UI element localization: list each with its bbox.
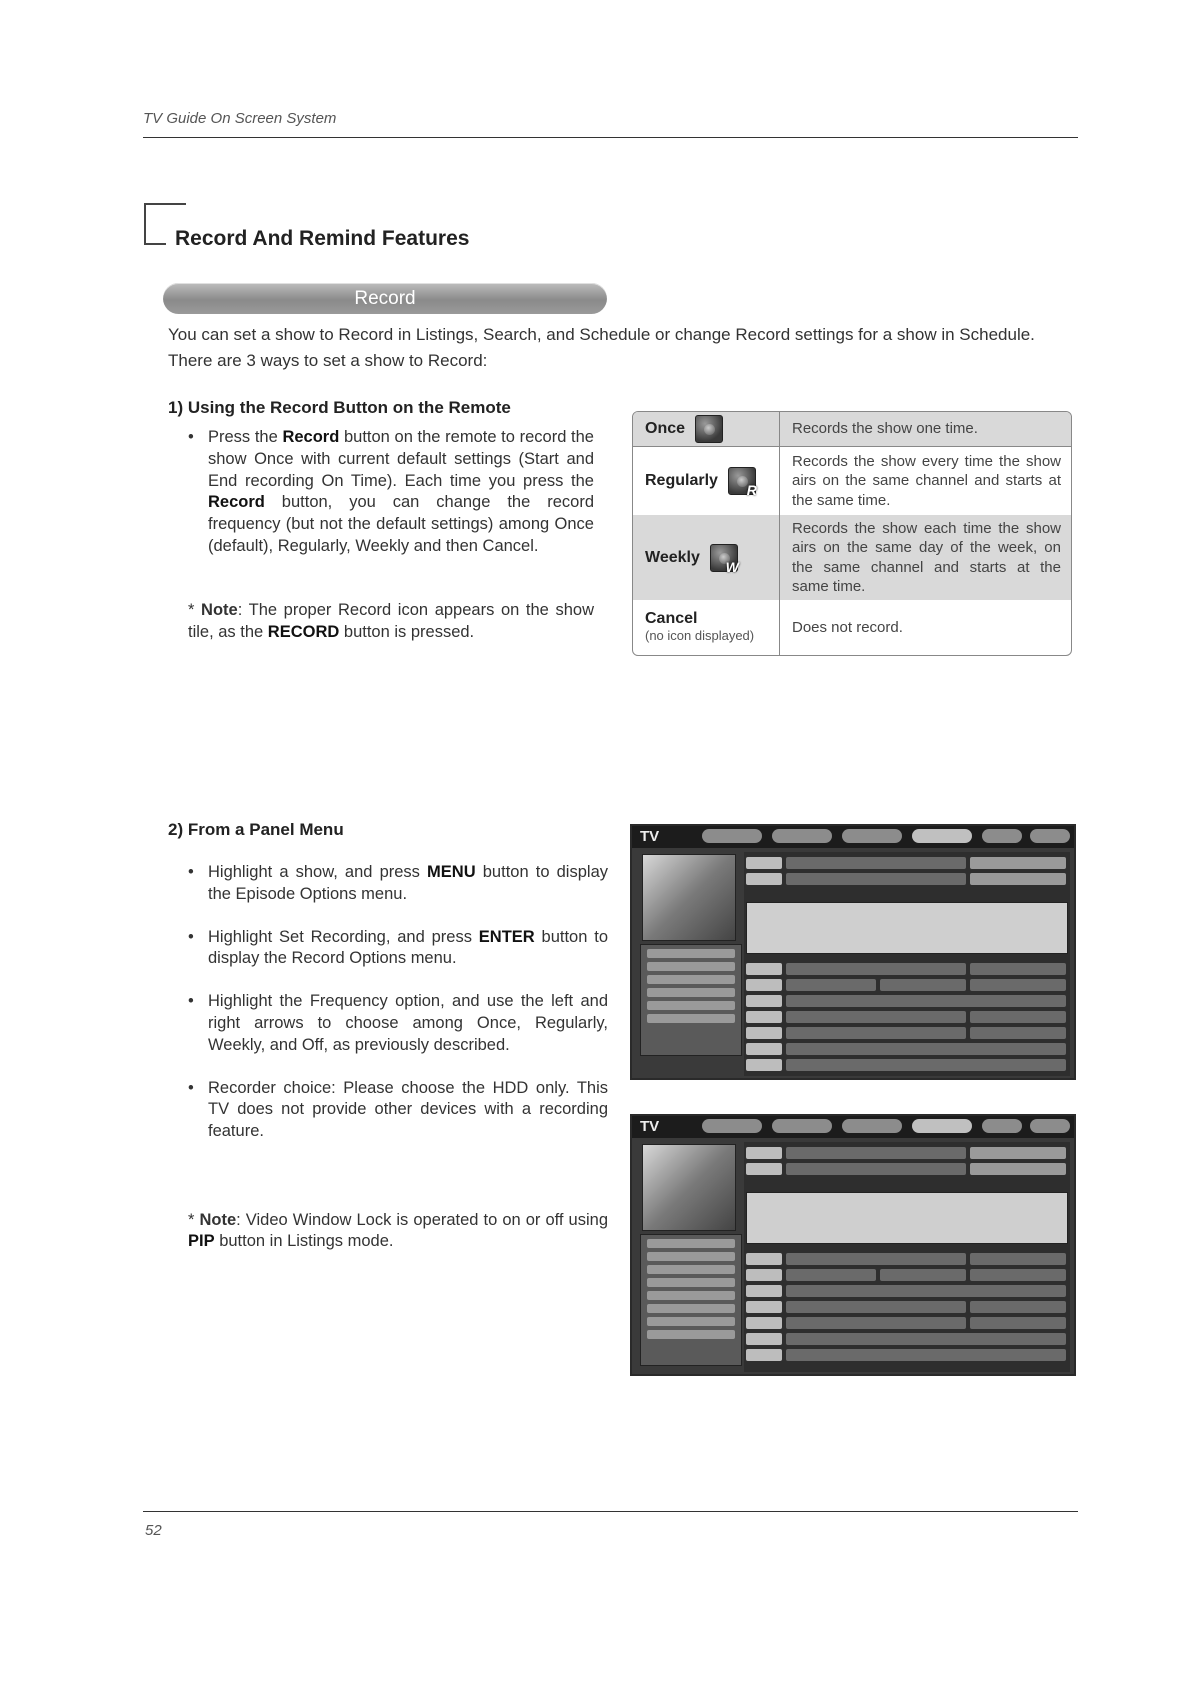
- tv-guide-screenshot-episode-options: [630, 824, 1076, 1080]
- menu-item: [647, 1304, 735, 1313]
- text-run: button in Listings mode.: [214, 1232, 394, 1251]
- record-keyword: RECORD: [267, 622, 340, 641]
- nav-tab: [702, 1119, 762, 1133]
- grid-row: [744, 1316, 1070, 1330]
- grid-row: [744, 1332, 1070, 1346]
- record-row-weekly: [633, 515, 1071, 600]
- option-name: Regularly: [645, 472, 718, 489]
- grid-row: [744, 1162, 1070, 1176]
- nav-tab: [912, 1119, 972, 1133]
- option-cell: [633, 515, 780, 600]
- menu-item: [647, 1014, 735, 1023]
- grid-row: [744, 1042, 1070, 1056]
- method2-bullet: [188, 862, 608, 906]
- grid-row: [744, 1300, 1070, 1314]
- nav-tab: [982, 829, 1022, 843]
- grid-row: [744, 962, 1070, 976]
- menu-item: [647, 1291, 735, 1300]
- intro-line-1: You can set a show to Record in Listings, Search, and Schedule or change Record settings for a show in Schedule.: [168, 325, 1035, 344]
- top-divider: [143, 137, 1078, 138]
- text-run: Highlight the Frequency option, and use the left and right arrows to choose among Once, Regularly, Weekly, and Off, as previously described.: [208, 992, 608, 1054]
- episode-options-panel: [640, 944, 742, 1056]
- grid-row: [744, 1268, 1070, 1282]
- menu-item: [647, 975, 735, 984]
- menu-item: [647, 1239, 735, 1248]
- tv-guide-logo: TV: [640, 1118, 660, 1135]
- method2-bullet-list: [188, 862, 608, 1143]
- video-window-image: [642, 854, 736, 941]
- listings-grid: [744, 852, 1070, 1076]
- record-row-cancel: [633, 600, 1071, 656]
- grid-row: [744, 1348, 1070, 1362]
- method2-bullet: [188, 1078, 608, 1143]
- option-name: Cancel: [645, 610, 698, 627]
- record-keyword: Record: [208, 493, 265, 512]
- note-label: Note: [201, 601, 238, 619]
- program-description-box: [746, 1192, 1068, 1244]
- option-description: Records the show each time the show airs on the same day of the week, on the same channel and starts at the same time.: [792, 519, 1061, 595]
- nav-tab: [842, 829, 902, 843]
- intro-line-2: There are 3 ways to set a show to Record:: [168, 351, 488, 370]
- menu-item: [647, 962, 735, 971]
- method1-bullet-list: [188, 427, 594, 558]
- method2-bullet: [188, 927, 608, 971]
- button-keyword: PIP: [188, 1232, 215, 1251]
- tv-guide-logo: TV: [640, 828, 660, 845]
- record-options-panel: [640, 1234, 742, 1366]
- note-asterisk: *: [188, 601, 195, 619]
- grid-row: [744, 978, 1070, 992]
- record-pill-heading: Record: [163, 283, 607, 314]
- menu-item: [647, 1278, 735, 1287]
- option-cell: [633, 412, 780, 446]
- menu-item: [647, 1252, 735, 1261]
- option-name: Weekly: [645, 548, 700, 566]
- text-run: button to display the Episode Options menu.: [208, 863, 608, 903]
- nav-tab: [982, 1119, 1022, 1133]
- method2-note: [188, 1210, 608, 1254]
- nav-tab: [1030, 829, 1070, 843]
- title-bracket-foot: [144, 243, 166, 245]
- record-options-table: [632, 411, 1072, 656]
- grid-row: [744, 994, 1070, 1008]
- nav-tab: [912, 829, 972, 843]
- menu-item: [647, 1317, 735, 1326]
- nav-tab: [842, 1119, 902, 1133]
- grid-row: [744, 1146, 1070, 1160]
- text-run: Recorder choice: Please choose the HDD only. This TV does not provide other devices with a recording feature.: [208, 1078, 608, 1141]
- grid-row: [744, 1010, 1070, 1024]
- bottom-divider: [143, 1511, 1078, 1512]
- page-number: 52: [145, 1522, 162, 1539]
- record-weekly-icon: [710, 544, 739, 575]
- method1-note: [188, 600, 594, 644]
- method2-bullet: [188, 991, 608, 1056]
- option-subtext: (no icon displayed): [645, 628, 755, 643]
- program-description-box: [746, 902, 1068, 954]
- grid-row: [744, 1026, 1070, 1040]
- section-title: Record And Remind Features: [175, 227, 470, 250]
- nav-tab: [772, 829, 832, 843]
- tv-top-bar: [632, 826, 1074, 848]
- intro-text: [168, 322, 1078, 374]
- tv-guide-screenshot-record-options: [630, 1114, 1076, 1376]
- option-description: Records the show one time.: [792, 420, 978, 438]
- record-row-regularly: [633, 447, 1071, 515]
- icon-letter: W: [725, 558, 739, 575]
- record-regularly-icon: [728, 467, 757, 498]
- menu-item: [647, 1330, 735, 1339]
- grid-row: [744, 1058, 1070, 1072]
- method1-heading: 1) Using the Record Button on the Remote: [168, 398, 511, 417]
- record-keyword: Record: [282, 428, 340, 446]
- menu-item: [647, 1265, 735, 1274]
- method1-bullet: [188, 427, 594, 558]
- grid-row: [744, 1284, 1070, 1298]
- button-keyword: ENTER: [478, 927, 535, 946]
- text-run: button on the remote to record the show Once with current default settings (Start and End recording On Time). Each time you press the: [208, 428, 594, 490]
- menu-item: [647, 1001, 735, 1010]
- text-run: : Video Window Lock is operated to on or off using: [236, 1210, 608, 1229]
- nav-tab: [702, 829, 762, 843]
- option-description: Records the show every time the show airs on the same channel and starts at the same time.: [792, 452, 1061, 509]
- record-row-once: [633, 412, 1071, 447]
- text-run: button is pressed.: [339, 622, 475, 641]
- grid-row: [744, 856, 1070, 870]
- note-asterisk: *: [188, 1210, 195, 1229]
- option-cell: [633, 600, 780, 656]
- text-run: Highlight a show, and press: [208, 863, 428, 881]
- nav-tab: [1030, 1119, 1070, 1133]
- menu-item: [647, 988, 735, 997]
- note-label: Note: [199, 1210, 237, 1229]
- text-run: button, you can change the record frequency (but not the default settings) among Once (default), Regularly, Weekly and then Cancel.: [208, 493, 594, 555]
- nav-tab: [772, 1119, 832, 1133]
- text-run: : The proper Record icon appears on the show tile, as the: [188, 601, 594, 641]
- icon-letter: R: [746, 482, 757, 498]
- grid-row: [744, 872, 1070, 886]
- record-once-icon: [695, 415, 723, 443]
- text-run: button to display the Record Options menu.: [208, 927, 608, 968]
- text-run: Highlight Set Recording, and press: [208, 927, 479, 946]
- method2-heading: 2) From a Panel Menu: [168, 820, 344, 839]
- option-cell: [633, 447, 780, 515]
- running-header: TV Guide On Screen System: [143, 110, 337, 127]
- grid-row: [744, 1252, 1070, 1266]
- video-window-image: [642, 1144, 736, 1231]
- text-run: Press the: [208, 428, 283, 446]
- tv-top-bar: [632, 1116, 1074, 1138]
- listings-grid: [744, 1142, 1070, 1372]
- button-keyword: MENU: [427, 863, 476, 881]
- menu-item: [647, 949, 735, 958]
- option-description: Does not record.: [792, 619, 903, 637]
- option-name: Once: [645, 420, 686, 437]
